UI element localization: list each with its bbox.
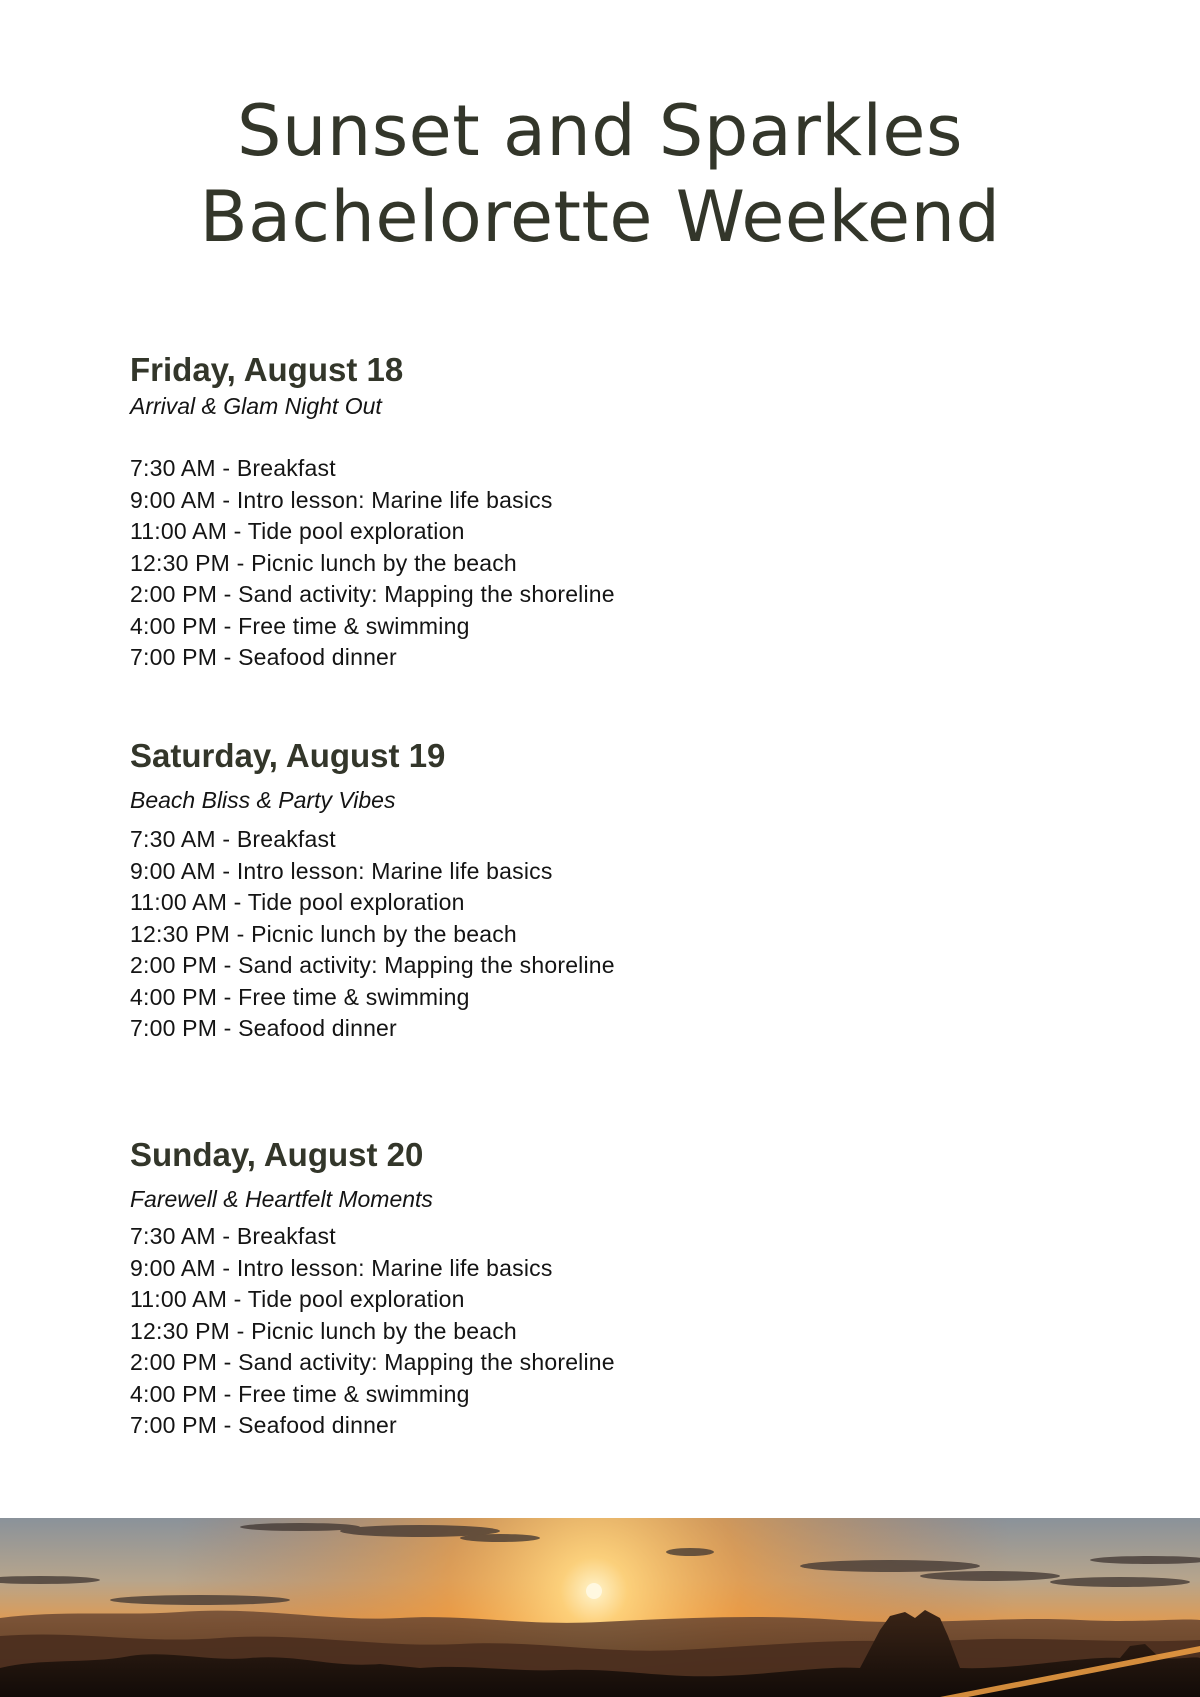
- sunset-banner: [0, 1518, 1200, 1697]
- schedule-item: 7:30 AM - Breakfast: [130, 455, 336, 481]
- day-theme: Beach Bliss & Party Vibes: [130, 787, 396, 813]
- day-section-sunday: [130, 1135, 1030, 1442]
- page-title: [0, 88, 1200, 260]
- schedule-item: 11:00 AM - Tide pool exploration: [130, 889, 465, 915]
- day-section-saturday: [130, 736, 1030, 1045]
- schedule-item: 9:00 AM - Intro lesson: Marine life basics: [130, 857, 553, 884]
- day-section-friday: [130, 350, 1030, 674]
- schedule-list: [130, 453, 1030, 674]
- schedule-item: 12:30 PM - Picnic lunch by the beach: [130, 920, 517, 947]
- day-heading: Saturday, August 19: [130, 737, 446, 774]
- schedule-item: 4:00 PM - Free time & swimming: [130, 983, 470, 1010]
- schedule-item: 7:30 AM - Breakfast: [130, 1223, 336, 1249]
- schedule-item: 7:00 PM - Seafood dinner: [130, 1412, 397, 1438]
- schedule-list: [130, 1221, 1030, 1442]
- schedule-item: 2:00 PM - Sand activity: Mapping the shoreline: [130, 1349, 615, 1375]
- schedule-item: 7:30 AM - Breakfast: [130, 826, 336, 852]
- day-heading: Friday, August 18: [130, 351, 404, 388]
- schedule-item: 12:30 PM - Picnic lunch by the beach: [130, 549, 517, 576]
- schedule-item: 11:00 AM - Tide pool exploration: [130, 1286, 465, 1312]
- schedule-list: [130, 824, 1030, 1045]
- day-theme: Farewell & Heartfelt Moments: [130, 1186, 433, 1212]
- schedule-item: 12:30 PM - Picnic lunch by the beach: [130, 1317, 517, 1344]
- day-heading: Sunday, August 20: [130, 1136, 424, 1173]
- schedule-item: 2:00 PM - Sand activity: Mapping the shoreline: [130, 952, 615, 978]
- page-title-line-1: Sunset and Sparkles: [237, 90, 963, 172]
- day-theme: Arrival & Glam Night Out: [130, 393, 382, 419]
- page-title-line-2: Bachelorette Weekend: [199, 176, 1001, 258]
- schedule-item: 2:00 PM - Sand activity: Mapping the shoreline: [130, 581, 615, 607]
- schedule-item: 4:00 PM - Free time & swimming: [130, 1380, 470, 1407]
- schedule-item: 7:00 PM - Seafood dinner: [130, 1015, 397, 1041]
- schedule-item: 9:00 AM - Intro lesson: Marine life basics: [130, 1254, 553, 1281]
- sunset-landscape-image: [0, 1518, 1200, 1697]
- schedule-item: 7:00 PM - Seafood dinner: [130, 644, 397, 670]
- schedule-item: 11:00 AM - Tide pool exploration: [130, 518, 465, 544]
- schedule-item: 4:00 PM - Free time & swimming: [130, 612, 470, 639]
- schedule-item: 9:00 AM - Intro lesson: Marine life basics: [130, 486, 553, 513]
